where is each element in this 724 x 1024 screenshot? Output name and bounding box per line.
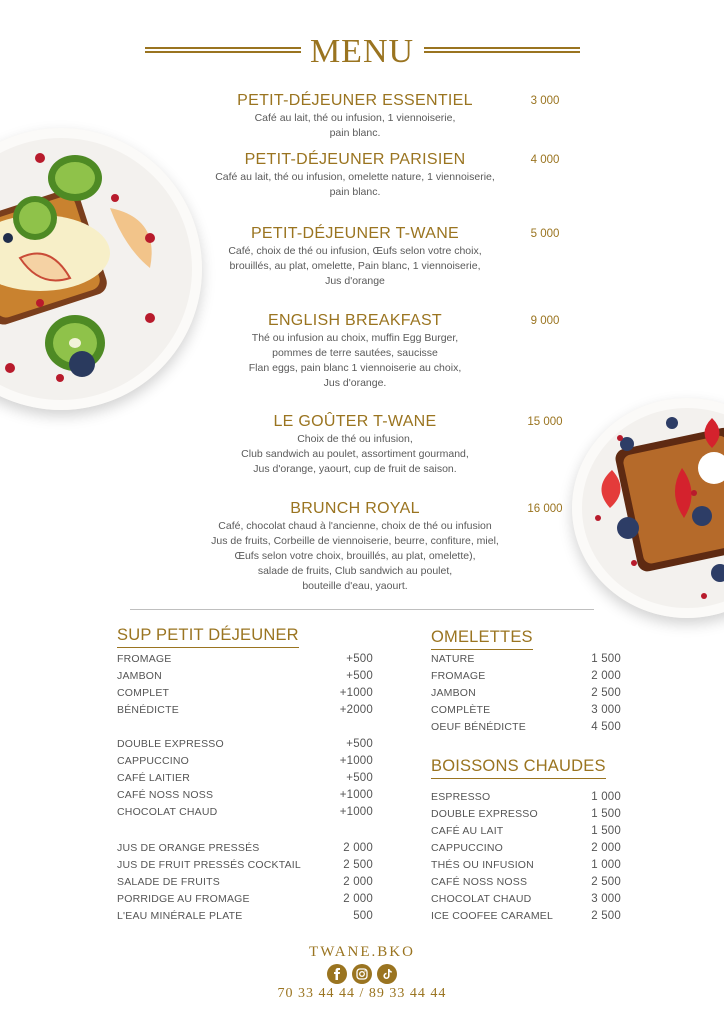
phone-numbers: 70 33 44 44 / 89 33 44 44	[277, 986, 447, 1001]
price-row-label: CAFÉ NOSS NOSS	[431, 876, 528, 888]
price-row-value: 1 500	[591, 808, 621, 820]
price-row-value: 1 500	[591, 653, 621, 665]
price-row	[431, 857, 621, 873]
price-row-value: 2 500	[591, 910, 621, 922]
price-row-label: COMPLET	[117, 687, 170, 699]
breakfast-item-price: 15 000	[527, 416, 563, 428]
french-toast-plate-image	[0, 128, 202, 410]
price-row-value: 2 000	[343, 893, 373, 905]
price-row	[117, 668, 373, 684]
price-row	[117, 840, 373, 856]
price-row-value: 1 000	[591, 859, 621, 871]
price-row	[431, 685, 621, 701]
breakfast-item-name: LE GOÛTER T-WANE	[273, 413, 437, 430]
price-row	[117, 685, 373, 701]
price-row	[431, 668, 621, 684]
breakfast-item	[200, 150, 510, 200]
breakfast-item-price: 9 000	[530, 315, 560, 327]
price-row	[431, 874, 621, 890]
breakfast-item-price: 4 000	[530, 154, 560, 166]
price-row	[117, 787, 373, 803]
price-row-label: CHOCOLAT CHAUD	[117, 806, 218, 818]
price-row-value: +500	[346, 670, 373, 682]
price-row	[117, 770, 373, 786]
price-row-label: JUS DE FRUIT PRESSÉS COCKTAIL	[117, 859, 301, 871]
breakfast-item-name: PETIT-DÉJEUNER T-WANE	[250, 225, 460, 242]
price-row-label: COMPLÈTE	[431, 704, 491, 716]
price-row-value: 3 000	[591, 893, 621, 905]
price-row-value: +1000	[339, 806, 373, 818]
price-row-value: +500	[346, 653, 373, 665]
price-row-value: +500	[346, 772, 373, 784]
price-row-label: JUS DE ORANGE PRESSÉS	[117, 842, 260, 854]
price-row	[117, 753, 373, 769]
tiktok-icon[interactable]	[377, 964, 397, 984]
price-row-value: 500	[353, 910, 373, 922]
price-row-value: 2 000	[591, 670, 621, 682]
price-row-label: BÉNÉDICTE	[117, 704, 179, 716]
breakfast-item-description: Thé ou infusion au choix, muffin Egg Burger, pommes de terre sautées, saucisse Flan eggs, pain blanc 1 viennoiserie au choix, Jus d'orange.	[248, 332, 462, 389]
sup-petit-dejeuner-heading: SUP PETIT DÉJEUNER	[117, 626, 299, 648]
french-toast-illustration	[0, 128, 202, 410]
price-row-label: CAFÉ NOSS NOSS	[117, 789, 214, 801]
title-decoration-right	[424, 47, 580, 53]
breakfast-item-name: BRUNCH ROYAL	[290, 500, 420, 517]
price-row-value: 2 500	[591, 687, 621, 699]
section-divider	[130, 609, 594, 610]
price-row-label: THÉS OU INFUSION	[431, 859, 534, 871]
price-row	[117, 804, 373, 820]
breakfast-item-price: 5 000	[530, 228, 560, 240]
price-row-value: +1000	[339, 789, 373, 801]
price-row-value: 4 500	[591, 721, 621, 733]
breakfast-item-description: Café au lait, thé ou infusion, omelette nature, 1 viennoiserie, pain blanc.	[215, 171, 495, 198]
price-row	[431, 789, 621, 805]
page-title: MENU	[309, 33, 415, 70]
price-row-label: ICE COOFEE CARAMEL	[431, 910, 554, 922]
price-row-value: 2 500	[591, 876, 621, 888]
breakfast-item-description: Choix de thé ou infusion, Club sandwich au poulet, assortiment gourmand, Jus d'orange, yaourt, cup de fruit de saison.	[241, 433, 469, 475]
price-row	[431, 719, 621, 735]
price-row-value: 1 000	[591, 791, 621, 803]
breakfast-item-name: PETIT-DÉJEUNER ESSENTIEL	[237, 92, 473, 109]
brand-name: TWANE.BKO	[309, 944, 415, 960]
omelettes-heading: OMELETTES	[431, 628, 533, 650]
price-row	[117, 891, 373, 907]
price-row-value: 1 500	[591, 825, 621, 837]
price-row	[117, 651, 373, 667]
price-row-label: JAMBON	[117, 670, 162, 682]
price-row	[117, 736, 373, 752]
price-row-value: +500	[346, 738, 373, 750]
price-row-label: CAFÉ AU LAIT	[431, 825, 504, 837]
price-row-label: DOUBLE EXPRESSO	[431, 808, 538, 820]
price-row-label: CAFÉ LAITIER	[117, 772, 190, 784]
breakfast-item-price: 3 000	[530, 95, 560, 107]
price-row-label: SALADE DE FRUITS	[117, 876, 220, 888]
price-row-value: +1000	[339, 755, 373, 767]
price-row-label: JAMBON	[431, 687, 476, 699]
price-row-label: CHOCOLAT CHAUD	[431, 893, 532, 905]
breakfast-item	[200, 91, 510, 141]
price-row	[117, 874, 373, 890]
breakfast-item-description: Café au lait, thé ou infusion, 1 viennoiserie, pain blanc.	[254, 112, 456, 139]
price-row-value: 3 000	[591, 704, 621, 716]
price-row-label: CAPPUCCINO	[117, 755, 190, 767]
berry-toast-illustration	[572, 398, 724, 618]
price-row-label: OEUF BÉNÉDICTE	[431, 721, 526, 733]
breakfast-item	[200, 412, 510, 477]
price-row	[431, 908, 621, 924]
price-row	[117, 908, 373, 924]
price-row-value: +1000	[339, 687, 373, 699]
breakfast-item-price: 16 000	[527, 503, 563, 515]
price-row-value: 2 500	[343, 859, 373, 871]
price-row-value: 2 000	[591, 842, 621, 854]
breakfast-item-description: Café, chocolat chaud à l'ancienne, choix de thé ou infusion Jus de fruits, Corbeille de viennoiserie, beurre, confiture, miel, Œufs selon votre choix, brouillés, au plat, omelette), salade de fruits, Club sandwich au poulet, bouteille d'eau, yaourt.	[211, 520, 499, 592]
instagram-icon[interactable]	[352, 964, 372, 984]
price-row	[431, 702, 621, 718]
price-row-label: PORRIDGE AU FROMAGE	[117, 893, 250, 905]
price-row	[431, 651, 621, 667]
price-row-label: FROMAGE	[117, 653, 172, 665]
price-row-label: FROMAGE	[431, 670, 486, 682]
breakfast-item-description: Café, choix de thé ou infusion, Œufs selon votre choix, brouillés, au plat, omelette, Pain blanc, 1 viennoiserie, Jus d'orange	[228, 245, 482, 287]
price-row-label: CAPPUCCINO	[431, 842, 504, 854]
price-row-label: NATURE	[431, 653, 475, 665]
breakfast-item-name: ENGLISH BREAKFAST	[267, 312, 443, 329]
facebook-icon[interactable]	[327, 964, 347, 984]
price-row-label: ESPRESSO	[431, 791, 491, 803]
breakfast-item-name: PETIT-DÉJEUNER PARISIEN	[244, 151, 466, 168]
breakfast-item	[200, 311, 510, 391]
price-row-value: 2 000	[343, 842, 373, 854]
social-links	[327, 964, 399, 984]
berry-toast-plate-image	[572, 398, 724, 618]
price-row	[117, 702, 373, 718]
boissons-chaudes-heading: BOISSONS CHAUDES	[431, 757, 606, 779]
price-row-label: DOUBLE EXPRESSO	[117, 738, 224, 750]
breakfast-item	[200, 499, 510, 594]
price-row	[431, 823, 621, 839]
price-row	[431, 891, 621, 907]
price-row-value: +2000	[339, 704, 373, 716]
price-row	[117, 857, 373, 873]
price-row-label: L'EAU MINÉRALE PLATE	[117, 910, 243, 922]
breakfast-item	[200, 224, 510, 289]
price-row-value: 2 000	[343, 876, 373, 888]
price-row	[431, 806, 621, 822]
price-row	[431, 840, 621, 856]
